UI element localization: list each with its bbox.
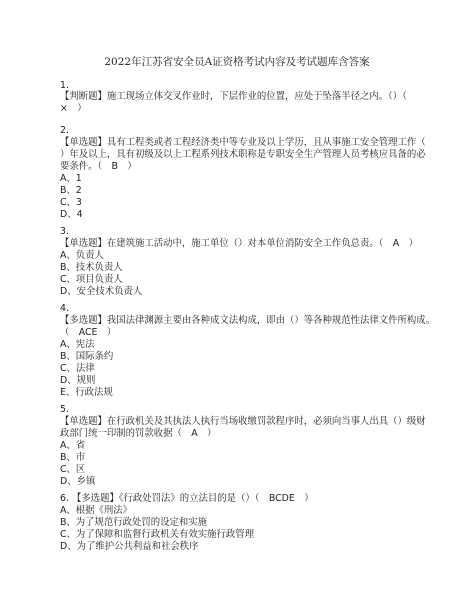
question-1-number: 1.	[60, 80, 69, 91]
question-4-option-b: B、国际条约	[60, 351, 114, 362]
question-1-text-line-2: × ）	[60, 103, 87, 114]
question-4-text-line-2: （ ACE ）	[60, 327, 117, 338]
question-5-option-d: D、乡镇	[60, 476, 96, 487]
question-3-text-line-1: 【单选题】在建筑施工活动中，施工单位（）对本单位消防安全工作负总责。（ A ）	[60, 238, 418, 249]
question-6-option-a: A、根据《刑法》	[60, 505, 133, 516]
question-6-option-b: B、为了规范行政处罚的设定和实施	[60, 517, 208, 528]
question-2-text-line-3: 要条件。（ B ）	[60, 161, 137, 172]
question-5-option-a: A、省	[60, 440, 86, 451]
question-4-text-line-1: 【多选题】我国法律渊源主要由各种成文法构成，即由（）等各种规范性法律文件所构成。	[60, 315, 436, 326]
question-6-number: 6.	[60, 493, 69, 504]
question-2-option-d: D、4	[60, 209, 83, 220]
question-4-option-a: A、宪法	[60, 339, 95, 350]
question-3-option-b: B、技术负责人	[60, 262, 123, 273]
question-6-option-c: C、为了保障和监督行政机关有效实施行政管理	[60, 529, 255, 540]
question-2-text-line-1: 【单选题】具有工程类或者工程经济类中等专业及以上学历，且从事施工安全管理工作（	[60, 137, 426, 148]
question-3-option-c: C、项目负责人	[60, 274, 123, 285]
question-5-text-line-2: 政部门统一印制的罚款收据（ A ）	[60, 428, 217, 439]
question-2-text-line-2: ）年及以上，具有初级及以上工程系列技术职称是专职安全生产管理人员考核应具备的必	[60, 149, 426, 160]
question-4-option-c: C、法律	[60, 363, 95, 374]
question-3-number: 3.	[60, 226, 69, 237]
question-2-option-c: C、3	[60, 197, 82, 208]
question-6-text-line-1: 【多选题】《行政处罚法》的立法目的是（）（ BCDE ）	[72, 493, 314, 504]
question-4-option-d: D、规则	[60, 375, 96, 386]
question-2-number: 2.	[60, 125, 69, 136]
question-1-text-line-1: 【判断题】施工现场立体交叉作业时，下层作业的位置，应处于坠落半径之内。（）（	[60, 91, 407, 102]
question-5-option-c: C、区	[60, 464, 86, 475]
question-4-option-e: E、行政法规	[60, 387, 113, 398]
question-2-option-b: B、2	[60, 185, 82, 196]
question-5-option-b: B、市	[60, 452, 86, 463]
question-2-option-a: A、1	[60, 173, 82, 184]
question-3-option-d: D、安全技术负责人	[60, 286, 143, 297]
question-5-text-line-1: 【单选题】在行政机关及其执法人执行当场收缴罚款程序时，必须向当事人出具（）级财	[60, 416, 426, 427]
question-5-number: 5.	[60, 404, 69, 415]
document-title: 2022年江苏省安全员A证资格考试内容及考试题库含答案	[104, 56, 370, 68]
question-4-number: 4.	[60, 303, 69, 314]
question-6-option-d: D、为了维护公共利益和社会秩序	[60, 541, 199, 552]
question-3-option-a: A、负责人	[60, 250, 104, 261]
